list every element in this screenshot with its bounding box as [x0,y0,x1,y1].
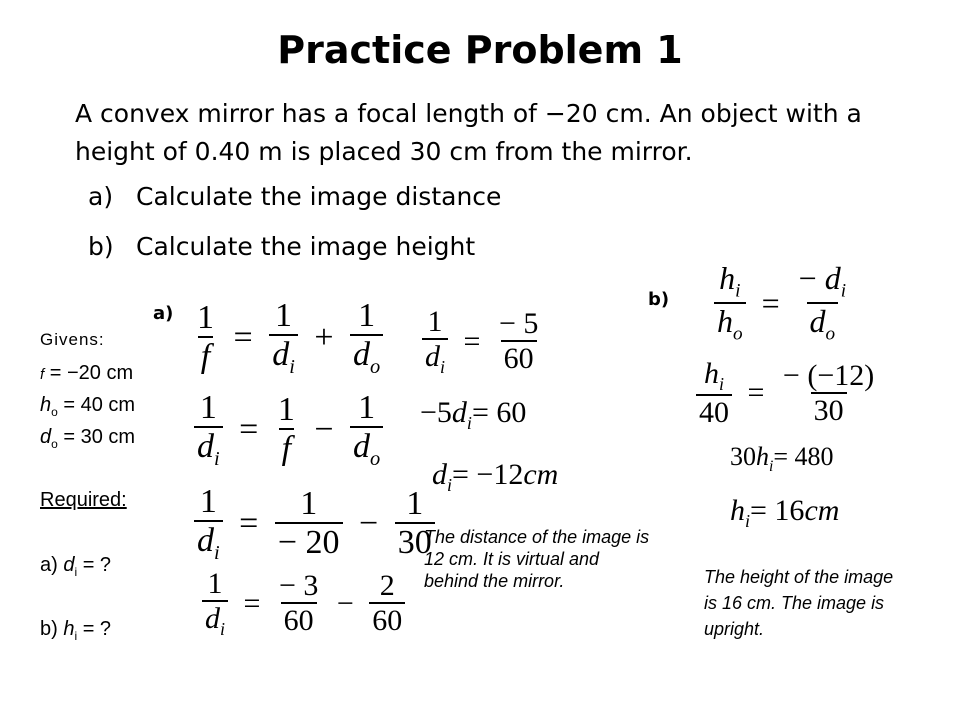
substituted-equation: $\frac{1}{d_i}$ = $\frac{1}{- 20}$ − $\frac{1}{30}$ [192,484,437,564]
part-a-conclusion: The distance of the image is 12 cm. It is virtual and behind the mirror. [424,527,650,591]
part-a-marker: a) [88,182,114,211]
magnification-equation: $\frac{h_i}{h_o}$ = $\frac{- d_i}{d_o}$ [712,262,851,344]
part-b-item [88,232,476,261]
given-do: $d_o = 30$ cm [40,426,136,451]
givens-heading: Givens: [40,330,105,349]
part-b-text: Calculate the image height [136,232,476,261]
image-height-result: $h_i= 16cm$ [730,494,840,531]
problem-statement: A convex mirror has a focal length of −20 cm. An object with a height of 0.40 m is placed 30 cm from the mirror. [75,99,862,166]
magnification-substituted: $\frac{h_i}{40}$ = $\frac{- (-12)}{30}$ [694,358,879,429]
part-b-conclusion: The height of the image is 16 cm. The image is upright. [704,567,894,639]
given-ho: $h_o = 40$ cm [40,394,136,419]
page-title: Practice Problem 1 [277,28,683,72]
combined-fraction-equation: $\frac{1}{d_i}$ = $\frac{- 5}{60}$ [420,306,543,377]
part-b-marker: b) [88,232,114,261]
required-b: b) $h_i$ = ? [40,618,112,643]
part-a-text: Calculate the image distance [136,182,502,211]
rearranged-equation: $\frac{1}{d_i}$ = $\frac{1}{f}$ − $\frac{1}{d_o}$ [192,390,385,470]
mirror-equation: $\frac{1}{f}$ = $\frac{1}{d_i}$ + $\frac{1}{d_o}$ [192,298,385,378]
required-heading: Required: [40,489,127,511]
image-distance-result: $d_i= -12cm$ [432,458,559,495]
cross-multiplied-equation: $-5d_i= 60$ [420,396,527,433]
common-denominator-equation: $\frac{1}{d_i}$ = $\frac{- 3}{60}$ − $\frac{2}{60}$ [200,568,407,639]
given-f: f = −20 cm [40,362,134,384]
part-b-label: b) [648,289,670,310]
cross-multiplied-height: $30h_i= 480$ [730,442,834,476]
required-a: a) $d_i$ = ? [40,554,112,579]
part-a-item [88,182,502,211]
part-a-label: a) [153,303,174,324]
